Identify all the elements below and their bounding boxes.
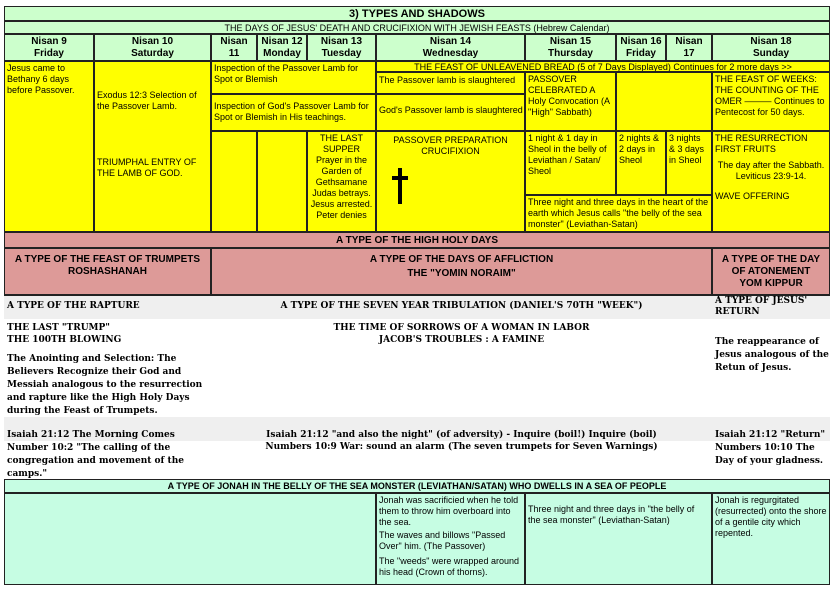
jonah-sacrifice-cell xyxy=(376,493,525,585)
cell-nisan-10 xyxy=(94,61,211,232)
day-header-nisan-13: Nisan 13 Tuesday xyxy=(307,34,376,61)
cell-lamb-slaughtered: The Passover lamb is slaughtered xyxy=(376,72,525,94)
jonah-regurgitated: Jonah is regurgitated (resurrected) onto the shore of a gentile city which repented. xyxy=(712,493,830,585)
cell-inspection-god: Inspection of God's Passover Lamb for Spot or Blemish in His teachings. xyxy=(211,94,376,131)
day-header-nisan-12: Nisan 12 Monday xyxy=(257,34,307,61)
jonah-sacrificed: Jonah was sacrificied when he told them to throw him overboard into the sea. xyxy=(379,495,519,527)
jonah-weeds: The "weeds" were wrapped around his head (Crown of thorns). xyxy=(379,556,519,577)
cell-passover-preparation: PASSOVER PREPARATION CRUCIFIXION xyxy=(376,131,525,232)
isaiah-morning: Isaiah 21:12 The Morning Comes xyxy=(7,430,175,440)
cell-feast-trumpets: A TYPE OF THE FEAST OF TRUMPETS ROSHASHANAH xyxy=(4,248,211,295)
numbers-gladness: Numbers 10:10 The Day of your gladness. xyxy=(715,443,824,466)
jonah-blank-left xyxy=(4,493,376,585)
isaiah-night: Isaiah 21:12 "and also the night" (of adversity) - Inquire (boil!) Inquire (boil) xyxy=(266,430,657,440)
exodus-selection: Exodus 12:3 Selection of the Passover Lamb. xyxy=(97,90,197,111)
cell-unleavened-bread: THE FEAST OF UNLEAVENED BREAD (5 of 7 Days Displayed) Continues for 2 more days >> xyxy=(376,61,830,72)
isaiah-return: Isaiah 21:12 "Return" xyxy=(715,430,826,440)
cell-bethany: Jesus came to Bethany 6 days before Passover. xyxy=(4,61,94,232)
cell-nisan-12-blank xyxy=(257,131,307,232)
cell-nisan-16-17-blank xyxy=(616,72,712,131)
day-header-nisan-18: Nisan 18 Sunday xyxy=(712,34,830,61)
day-header-nisan-10: Nisan 10 Saturday xyxy=(94,34,211,61)
day-header-nisan-11: Nisan 11 xyxy=(211,34,257,61)
type-return: A TYPE OF JESUS' RETURN xyxy=(715,296,808,317)
type-rapture: A TYPE OF THE RAPTURE xyxy=(7,301,140,311)
cell-days-affliction: A TYPE OF THE DAYS OF AFFLICTION THE "YOMIN NORAIM" xyxy=(211,248,712,295)
cross-icon xyxy=(392,168,408,204)
jonah-header: A TYPE OF JONAH IN THE BELLY OF THE SEA MONSTER (LEVIATHAN/SATAN) WHO DWELLS IN A SEA OF PEOPLE xyxy=(4,479,830,493)
last-trump: THE LAST "TRUMP" xyxy=(7,323,110,333)
day-header-nisan-15: Nisan 15 Thursday xyxy=(525,34,616,61)
cell-gods-lamb-slaughtered: God's Passover lamb is slaughtered xyxy=(376,94,525,131)
triumphal-entry: TRIUMPHAL ENTRY OF THE LAMB OF GOD. xyxy=(97,157,197,178)
cell-resurrection: THE RESURRECTION FIRST FRUITS The day after the Sabbath. Leviticus 23:9-14. WAVE OFFERING xyxy=(712,131,830,232)
cell-last-supper: THE LAST SUPPER Prayer in the Garden of Gethsamane Judas betrays. Jesus arrested. Peter denies xyxy=(307,131,376,232)
cell-passover-celebrated: PASSOVER CELEBRATED A Holy Convocation (A "High" Sabbath) xyxy=(525,72,616,131)
high-holy-header: A TYPE OF THE HIGH HOLY DAYS xyxy=(4,232,830,248)
numbers-war: Numbers 10:9 War: sound an alarm (The seven trumpets for Seven Warnings) xyxy=(265,442,658,452)
cell-feast-of-weeks: THE FEAST OF WEEKS: THE COUNTING OF THE OMER ——— Continues to Pentecost for 50 days. xyxy=(712,72,830,131)
hundredth-blowing: THE 100TH BLOWING xyxy=(7,335,122,345)
cell-day-atonement: A TYPE OF THE DAY OF ATONEMENT YOM KIPPUR xyxy=(712,248,830,295)
jonah-waves: The waves and billows "Passed Over" him. (The Passover) xyxy=(379,530,506,551)
cell-nisan-11-blank xyxy=(211,131,257,232)
cell-sheol-1: 1 night & 1 day in Sheol in the belly of Leviathan / Satan/ Sheol xyxy=(525,131,616,195)
day-header-nisan-16: Nisan 16 Friday xyxy=(616,34,666,61)
reappearance: The reappearance of Jesus analogous of the Retun of Jesus. xyxy=(715,337,829,373)
cell-three-nights: Three night and three days in the heart of the earth which Jesus calls "the belly of the sea monster" (Leviathan-Satan) xyxy=(525,195,712,232)
sheet-subtitle: THE DAYS OF JESUS' DEATH AND CRUCIFIXION WITH JEWISH FEASTS (Hebrew Calendar) xyxy=(4,21,830,34)
numbers-calling: Number 10:2 "The calling of the congregation and movement of the camps." xyxy=(7,443,184,479)
jacobs-troubles: JACOB'S TROUBLES : A FAMINE xyxy=(378,335,545,345)
anointing-selection: The Anointing and Selection: The Believers Recognize their God and Messiah analogous to the resurrection and rapture like the High Holy Days during the Feast of Trumpets. xyxy=(7,354,203,416)
type-tribulation: A TYPE OF THE SEVEN YEAR TRIBULATION (DANIEL'S 70TH "WEEK") xyxy=(280,301,643,311)
cell-sheol-3: 3 nights & 3 days in Sheol xyxy=(666,131,712,195)
cell-inspection-lamb: Inspection of the Passover Lamb for Spot or Blemish xyxy=(211,61,376,94)
cell-sheol-2: 2 nights & 2 days in Sheol xyxy=(616,131,666,195)
jonah-three-nights: Three night and three days in "the belly of the sea monster" (Leviathan-Satan) xyxy=(525,493,712,585)
sheet-title: 3) TYPES AND SHADOWS xyxy=(4,6,830,21)
time-of-sorrows: THE TIME OF SORROWS OF A WOMAN IN LABOR xyxy=(333,323,590,333)
day-header-nisan-14: Nisan 14 Wednesday xyxy=(376,34,525,61)
day-header-nisan-17: Nisan 17 xyxy=(666,34,712,61)
day-header-nisan-9: Nisan 9 Friday xyxy=(4,34,94,61)
